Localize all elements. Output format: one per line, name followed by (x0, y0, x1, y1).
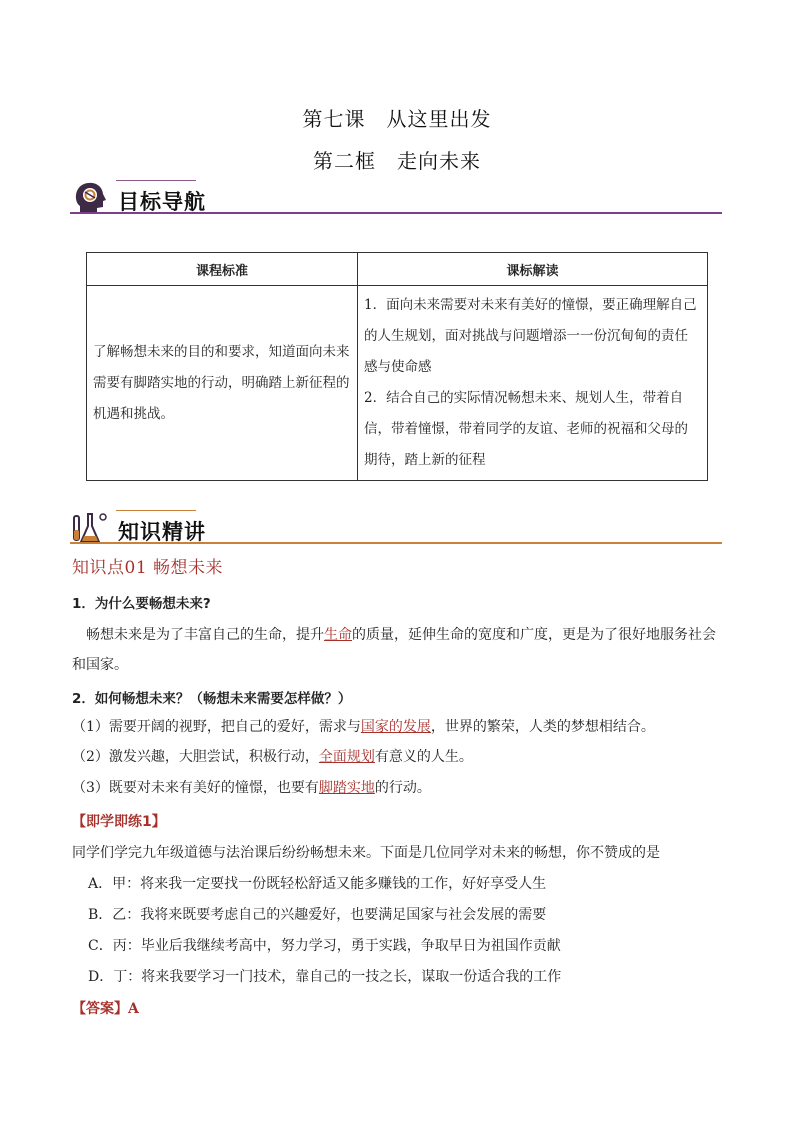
option-d: D．丁：将来我要学习一门技术，靠自己的一技之长，谋取一份适合我的工作 (88, 969, 562, 985)
lesson-title: 第七课 从这里出发 (302, 107, 492, 131)
goal-navigation-header (70, 176, 722, 224)
option-b: B．乙：我将来既要考虑自己的兴趣爱好，也要满足国家与社会发展的需要 (88, 907, 547, 923)
practice-tag: 【即学即练1】 (72, 814, 166, 830)
answer-line (72, 998, 139, 1018)
knowledge-header (70, 506, 722, 554)
option-c: C．丙：毕业后我继续考高中，努力学习，勇于实践，争取早日为祖国作贡献 (88, 938, 561, 954)
table-header-interpretation: 课标解读 (358, 253, 708, 286)
point-3: （3）既要对未来有美好的憧憬，也要有脚踏实地的行动。 (72, 780, 431, 796)
interpretation-cell (358, 286, 708, 481)
question-2: 2．如何畅想未来？（畅想未来需要怎样做？） (72, 691, 352, 707)
option-a: A．甲：将来我一定要找一份既轻松舒适又能多赚钱的工作，好好享受人生 (88, 876, 547, 892)
keyword-national-development: 国家的发展 (360, 719, 431, 735)
header-accent-line (116, 180, 196, 181)
knowledge-point-title: 知识点01 畅想未来 (72, 558, 224, 578)
table-header-standard: 课程标准 (87, 253, 358, 286)
curriculum-table (86, 252, 708, 481)
practice-question: 同学们学完九年级道德与法治课后纷纷畅想未来。下面是几位同学对未来的畅想，你不赞成的是 (72, 845, 660, 861)
question-1: 1．为什么要畅想未来? (72, 596, 211, 612)
header-rule (70, 542, 722, 544)
point-1: （1）需要开阔的视野，把自己的爱好，需求与国家的发展，世界的繁荣，人类的梦想相结合。 (72, 719, 655, 735)
keyword-life: 生命 (324, 627, 352, 643)
answer-tag: 【答案】 (72, 1001, 128, 1017)
section-title: 第二框 走向未来 (313, 149, 481, 173)
interpretation-item: 2．结合自己的实际情况畅想未来、规划人生，带着自信，带着憧憬，带着同学的友谊、老师的祝福和父母的期待，踏上新的征程 (364, 390, 688, 468)
answer-1: 畅想未来是为了丰富自己的生命，提升生命的质量，延伸生命的宽度和广度，更是为了很好地服务社会和国家。 (72, 627, 716, 673)
standard-cell: 了解畅想未来的目的和要求，知道面向未来需要有脚踏实地的行动，明确踏上新征程的机遇和挑战。 (87, 286, 358, 481)
keyword-down-to-earth: 脚踏实地 (318, 780, 375, 796)
goal-navigation-label: 目标导航 (118, 190, 206, 214)
keyword-comprehensive-plan: 全面规划 (318, 749, 375, 765)
point-2: （2）激发兴趣，大胆尝试，积极行动，全面规划有意义的人生。 (72, 749, 473, 765)
answer-value: A (128, 1001, 139, 1017)
header-accent-line (116, 510, 196, 511)
header-rule (70, 212, 722, 214)
interpretation-item: 1．面向未来需要对未来有美好的憧憬，要正确理解自己的人生规划，面对挑战与问题增添一一份沉甸甸的责任感与使命感 (364, 297, 697, 375)
knowledge-label: 知识精讲 (118, 520, 206, 544)
